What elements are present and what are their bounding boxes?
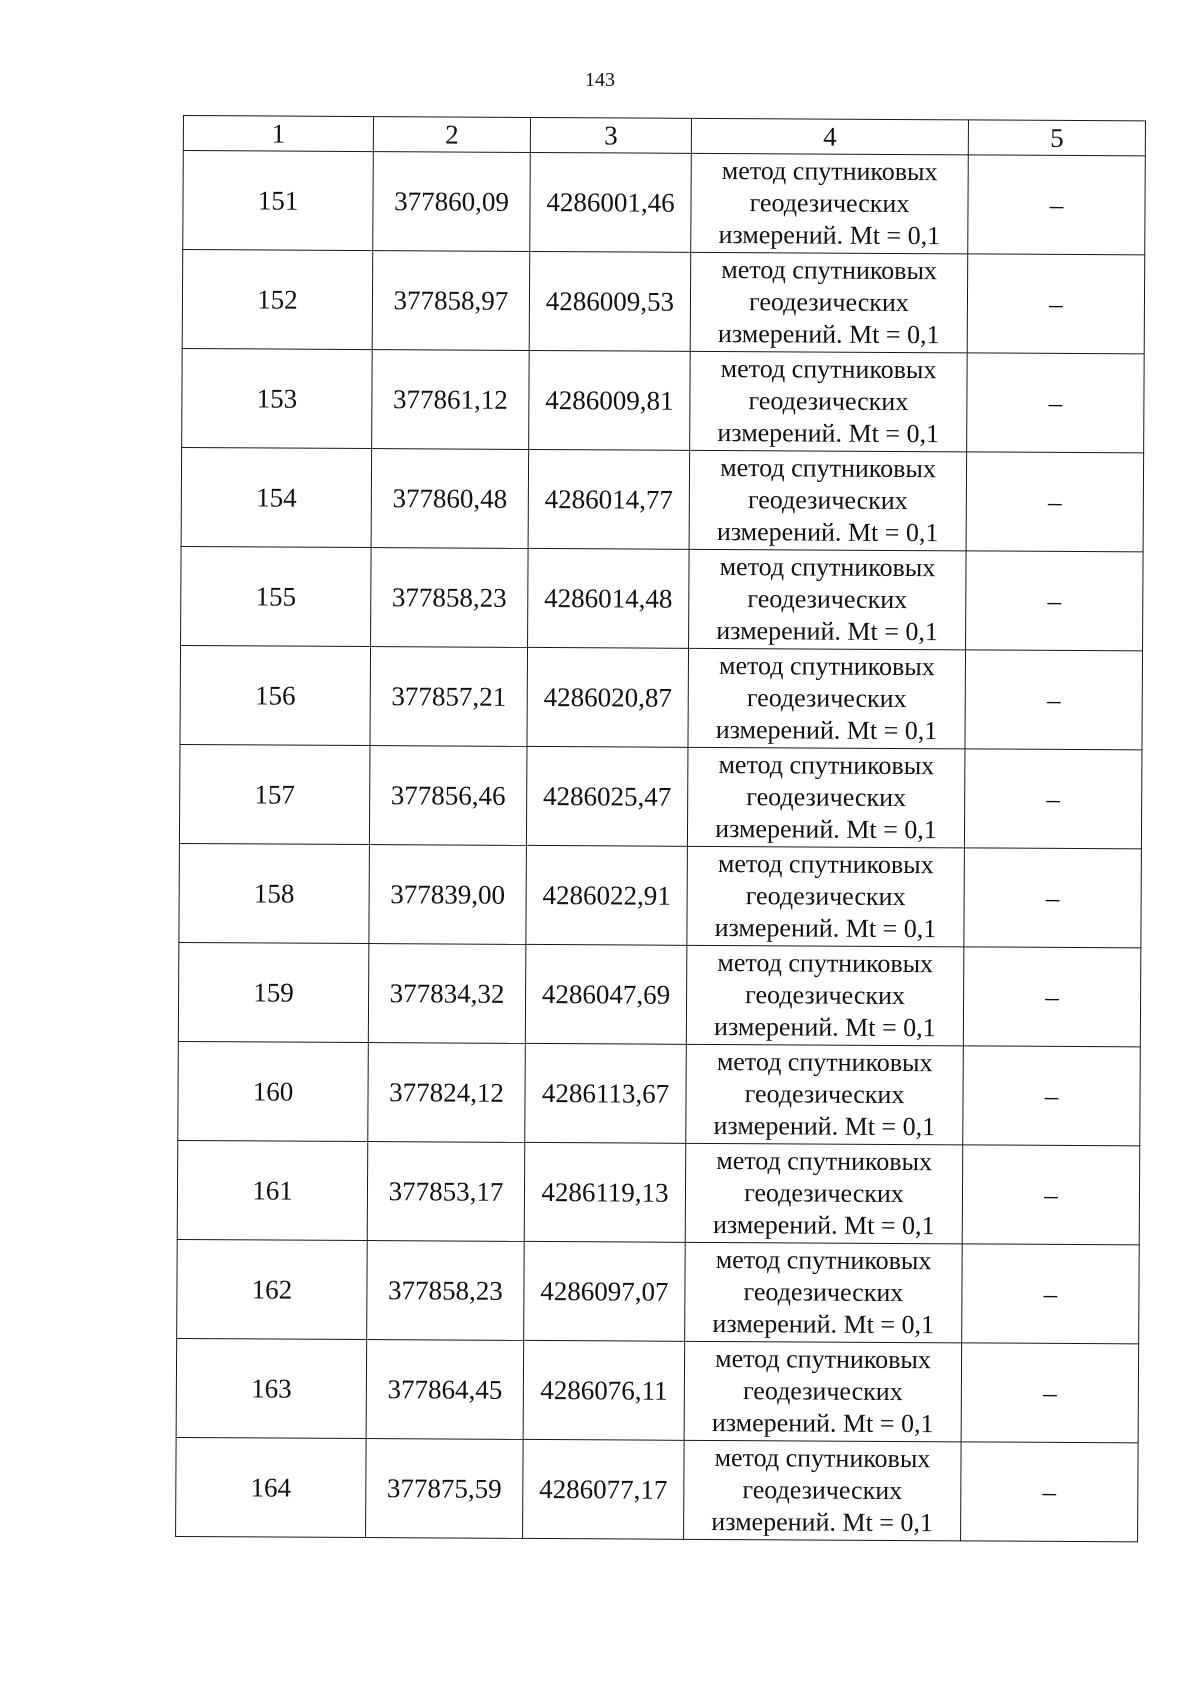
method-line-2: геодезических [749,287,909,318]
note-cell: – [965,650,1143,750]
point-number-cell: 156 [180,645,371,745]
method-line-1: метод спутниковых [717,947,934,979]
table-row [182,250,1145,354]
x-coordinate-cell: 377824,12 [368,1043,526,1143]
y-coordinate-cell: 4286077,17 [523,1439,685,1539]
x-coordinate-cell: 377858,97 [372,251,530,351]
method-line-2: геодезических [742,1376,903,1407]
method-line-1: метод спутниковых [716,1046,933,1078]
header-cell-5: 5 [968,120,1145,156]
note-cell: – [967,353,1145,453]
table-header [183,116,1145,156]
method-line-3: измерений. Mt = 0,1 [715,813,937,845]
method-cell [691,153,969,254]
method-cell [686,945,964,1046]
method-line-2: геодезических [748,386,909,417]
table-body [176,151,1146,1542]
note-cell: – [963,1046,1141,1146]
note-cell: – [961,1442,1139,1542]
method-cell [685,1242,963,1343]
method-cell [687,846,965,947]
x-coordinate-cell: 377860,48 [371,449,529,549]
method-line-2: геодезических [747,584,908,615]
x-coordinate-cell: 377856,46 [369,746,527,846]
method-line-2: геодезических [744,1178,904,1209]
note-cell: – [967,254,1145,354]
point-number-cell: 163 [176,1338,367,1438]
note-cell: – [962,1145,1140,1245]
method-line-2: геодезических [746,782,907,813]
y-coordinate-cell: 4286047,69 [525,944,687,1044]
y-coordinate-cell: 4286076,11 [523,1340,685,1440]
page-number: 143 [585,69,615,91]
header-cell-4: 4 [691,118,968,155]
method-line-3: измерений. Mt = 0,1 [717,318,940,350]
y-coordinate-cell: 4286119,13 [524,1142,686,1242]
y-coordinate-cell: 4286014,48 [528,548,690,648]
table-row [181,546,1144,650]
y-coordinate-cell: 4286022,91 [526,845,688,945]
x-coordinate-cell: 377858,23 [371,548,529,648]
table-row [176,1437,1139,1541]
method-line-1: метод спутниковых [715,1244,932,1276]
method-line-2: геодезических [747,485,908,516]
method-line-3: измерений. Mt = 0,1 [718,219,941,251]
method-cell [689,450,967,551]
y-coordinate-cell: 4286025,47 [526,746,688,846]
method-line-3: измерений. Mt = 0,1 [715,714,938,746]
note-cell: – [964,848,1142,948]
x-coordinate-cell: 377834,32 [368,944,526,1044]
y-coordinate-cell: 4286113,67 [525,1043,687,1143]
method-line-2: геодезических [746,683,907,714]
point-number-cell: 155 [181,546,372,646]
header-cell-2: 2 [373,117,530,153]
point-number-cell: 159 [178,942,369,1042]
method-cell [684,1341,962,1442]
method-line-1: метод спутниковых [720,453,936,484]
x-coordinate-cell: 377839,00 [369,845,527,945]
y-coordinate-cell: 4286001,46 [530,152,692,252]
x-coordinate-cell: 377864,45 [366,1340,524,1440]
x-coordinate-cell: 377853,17 [367,1142,525,1242]
method-cell [690,351,968,452]
method-line-1: метод спутниковых [721,255,938,286]
point-number-cell: 152 [182,250,373,350]
y-coordinate-cell: 4286009,81 [529,350,691,450]
point-number-cell: 158 [179,843,370,943]
note-cell: – [966,551,1144,651]
table-row [178,942,1141,1046]
method-line-2: геодезических [745,980,906,1011]
table-row [183,151,1146,255]
point-number-cell: 151 [183,151,374,251]
method-line-1: метод спутниковых [715,1343,931,1375]
y-coordinate-cell: 4286020,87 [527,647,689,747]
method-line-1: метод спутниковых [719,552,936,583]
point-number-cell: 164 [176,1437,367,1537]
point-number-cell: 160 [178,1041,369,1141]
method-line-2: геодезических [749,188,910,219]
point-number-cell: 154 [181,447,372,547]
method-line-1: метод спутниковых [714,1442,931,1474]
method-line-1: метод спутниковых [721,156,938,187]
x-coordinate-cell: 377861,12 [372,350,530,450]
note-cell: – [962,1244,1140,1344]
y-coordinate-cell: 4286097,07 [524,1241,686,1341]
point-number-cell: 153 [182,348,373,448]
method-cell [690,252,968,353]
method-line-1: метод спутниковых [720,354,937,385]
x-coordinate-cell: 377857,21 [370,647,528,747]
note-cell: – [961,1343,1139,1443]
x-coordinate-cell: 377875,59 [366,1439,524,1539]
method-line-1: метод спутниковых [718,651,935,682]
method-line-1: метод спутниковых [717,848,934,880]
point-number-cell: 157 [179,744,370,844]
method-line-3: измерений. Mt = 0,1 [712,1209,935,1241]
method-line-2: геодезических [744,1079,905,1110]
header-cell-3: 3 [530,117,691,153]
table-row [177,1140,1140,1244]
method-line-1: метод спутниковых [718,750,935,781]
method-cell [689,549,967,650]
table-row [179,744,1142,848]
y-coordinate-cell: 4286009,53 [529,251,691,351]
x-coordinate-cell: 377860,09 [373,152,531,252]
table-row [182,348,1145,452]
method-line-3: измерений. Mt = 0,1 [717,417,940,449]
table-row [180,645,1143,749]
method-line-2: геодезических [745,881,906,912]
method-line-3: измерений. Mt = 0,1 [714,1011,936,1043]
method-line-3: измерений. Mt = 0,1 [714,912,937,944]
method-line-3: измерений. Mt = 0,1 [712,1308,935,1340]
method-cell [686,1044,964,1145]
method-line-3: измерений. Mt = 0,1 [711,1407,934,1439]
x-coordinate-cell: 377858,23 [367,1241,525,1341]
method-line-2: геодезических [742,1475,903,1506]
table-row [179,843,1142,947]
note-cell: – [963,947,1141,1047]
method-cell [684,1440,962,1541]
header-cell-1: 1 [183,116,373,152]
table-row [178,1041,1141,1145]
method-line-2: геодезических [743,1277,904,1308]
method-line-3: измерений. Mt = 0,1 [711,1506,934,1538]
table-row [176,1338,1139,1442]
method-cell [688,648,966,749]
coordinates-table [175,115,1146,1542]
method-line-3: измерений. Mt = 0,1 [716,615,939,647]
point-number-cell: 162 [177,1239,368,1339]
point-number-cell: 161 [177,1140,368,1240]
table-row [177,1239,1140,1343]
note-cell: – [964,749,1142,849]
method-line-1: метод спутниковых [716,1145,933,1177]
header-row [183,116,1145,156]
y-coordinate-cell: 4286014,77 [528,449,690,549]
note-cell: – [968,155,1146,255]
method-line-3: измерений. Mt = 0,1 [716,516,939,548]
method-line-3: измерений. Mt = 0,1 [713,1110,936,1142]
table-row [181,447,1144,551]
note-cell: – [966,452,1144,552]
method-cell [685,1143,963,1244]
method-cell [687,747,965,848]
